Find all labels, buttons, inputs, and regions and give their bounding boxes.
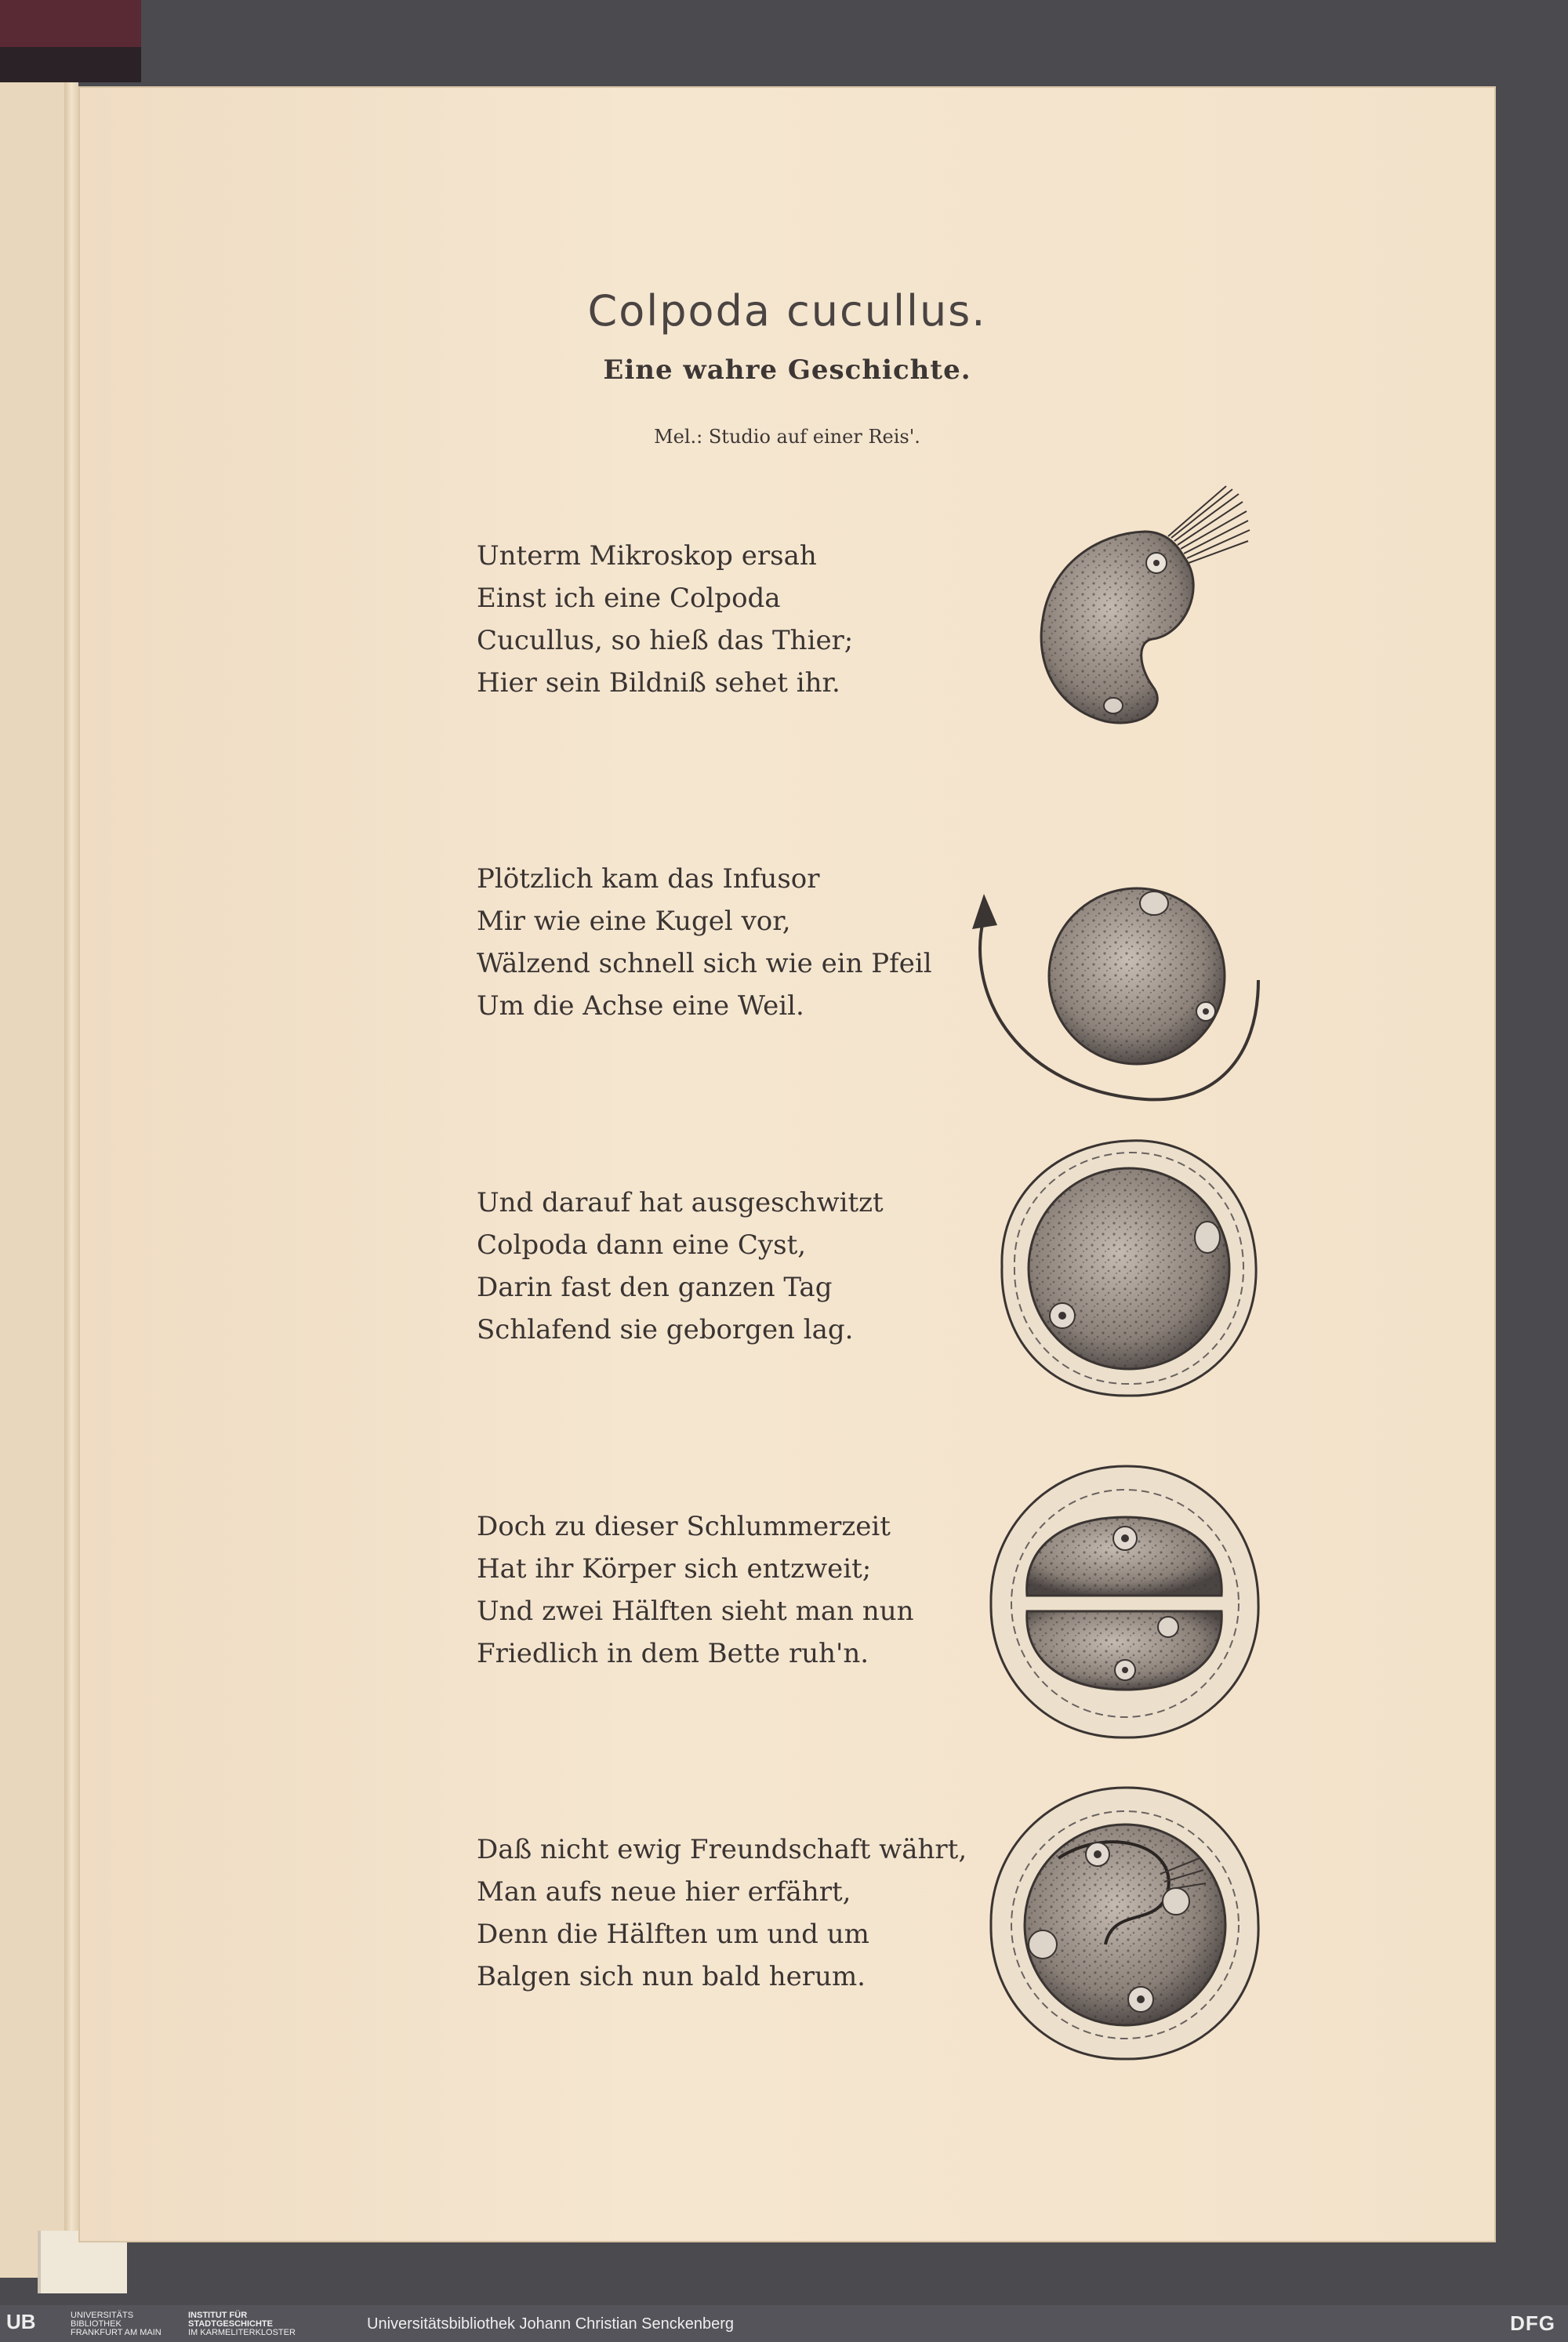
arrow-head	[972, 894, 997, 929]
ub-logo-line: UNIVERSITÄTS	[71, 2311, 134, 2320]
institute-logo-line: IM KARMELITERKLOSTER	[188, 2328, 296, 2337]
book-cover-edge	[0, 0, 141, 82]
stanza-line: Friedlich in dem Bette ruh'n.	[477, 1638, 869, 1669]
stanza-line: Schlafend sie geborgen lag.	[477, 1314, 854, 1345]
stanza-line: Einst ich eine Colpoda	[477, 583, 781, 614]
stanza-3	[477, 1182, 963, 1351]
cyst-illustration	[980, 1121, 1278, 1419]
stanza-line: Unterm Mikroskop ersah	[477, 540, 817, 572]
institute-logo-line: STADTGESCHICHTE	[188, 2319, 273, 2329]
left-page-edge	[0, 82, 78, 2278]
poem-title: Colpoda cucullus.	[587, 286, 987, 336]
stanza-line: Cucullus, so hieß das Thier;	[477, 625, 854, 656]
rotating-sphere-illustration	[949, 808, 1278, 1137]
stanza-line: Hier sein Bildniß sehet ihr.	[477, 667, 840, 699]
rolling-halves-illustration	[972, 1772, 1278, 2078]
ub-logo-text	[71, 2311, 162, 2337]
melody-note: Mel.: Studio auf einer Reis'.	[654, 426, 920, 448]
stanza-line: Denn die Hälften um und um	[477, 1919, 869, 1950]
stanza-line: Wälzend schnell sich wie ein Pfeil	[477, 948, 932, 979]
cyst-wall	[991, 1466, 1258, 1737]
footer-bar	[0, 2305, 1568, 2342]
stanza-line: Und zwei Hälften sieht man nun	[477, 1596, 914, 1627]
institute-logo-line: INSTITUT FÜR	[188, 2311, 248, 2320]
institute-logo[interactable]	[188, 2311, 296, 2337]
stanza-line: Hat ihr Körper sich entzweit;	[477, 1553, 872, 1585]
stanza-line: Plötzlich kam das Infusor	[477, 863, 820, 895]
stanza-line: Doch zu dieser Schlummerzeit	[477, 1511, 891, 1542]
stanza-line: Mir wie eine Kugel vor,	[477, 906, 791, 937]
stanza-2	[477, 858, 963, 1027]
ub-logo[interactable]: UB	[6, 2310, 36, 2333]
page-fold	[64, 82, 78, 2278]
ub-logo-line: FRANKFURT AM MAIN	[71, 2328, 162, 2337]
book-page	[78, 86, 1496, 2242]
stanza-line: Darin fast den ganzen Tag	[477, 1272, 833, 1303]
ub-logo-line: BIBLIOTHEK	[71, 2319, 122, 2329]
library-name: Universitätsbibliothek Johann Christian Senckenberg	[367, 2315, 735, 2333]
poem-subtitle: Eine wahre Geschichte.	[603, 354, 971, 386]
stanza-line: Daß nicht ewig Freundschaft währt,	[477, 1834, 967, 1865]
divided-cyst-illustration	[972, 1451, 1278, 1756]
dfg-logo[interactable]: DFG	[1510, 2311, 1555, 2335]
stanza-line: Man aufs neue hier erfährt,	[477, 1876, 851, 1908]
stanza-5	[477, 1828, 967, 1998]
stanza-line: Colpoda dann eine Cyst,	[477, 1229, 807, 1261]
stanza-line: Und darauf hat ausgeschwitzt	[477, 1187, 884, 1218]
cover-sliver	[0, 0, 141, 47]
colpoda-organism-illustration	[1004, 470, 1270, 800]
stanza-1	[477, 535, 963, 704]
stanza-line: Um die Achse eine Weil.	[477, 990, 804, 1022]
stanza-line: Balgen sich nun bald herum.	[477, 1961, 866, 1992]
stanza-4	[477, 1505, 963, 1675]
